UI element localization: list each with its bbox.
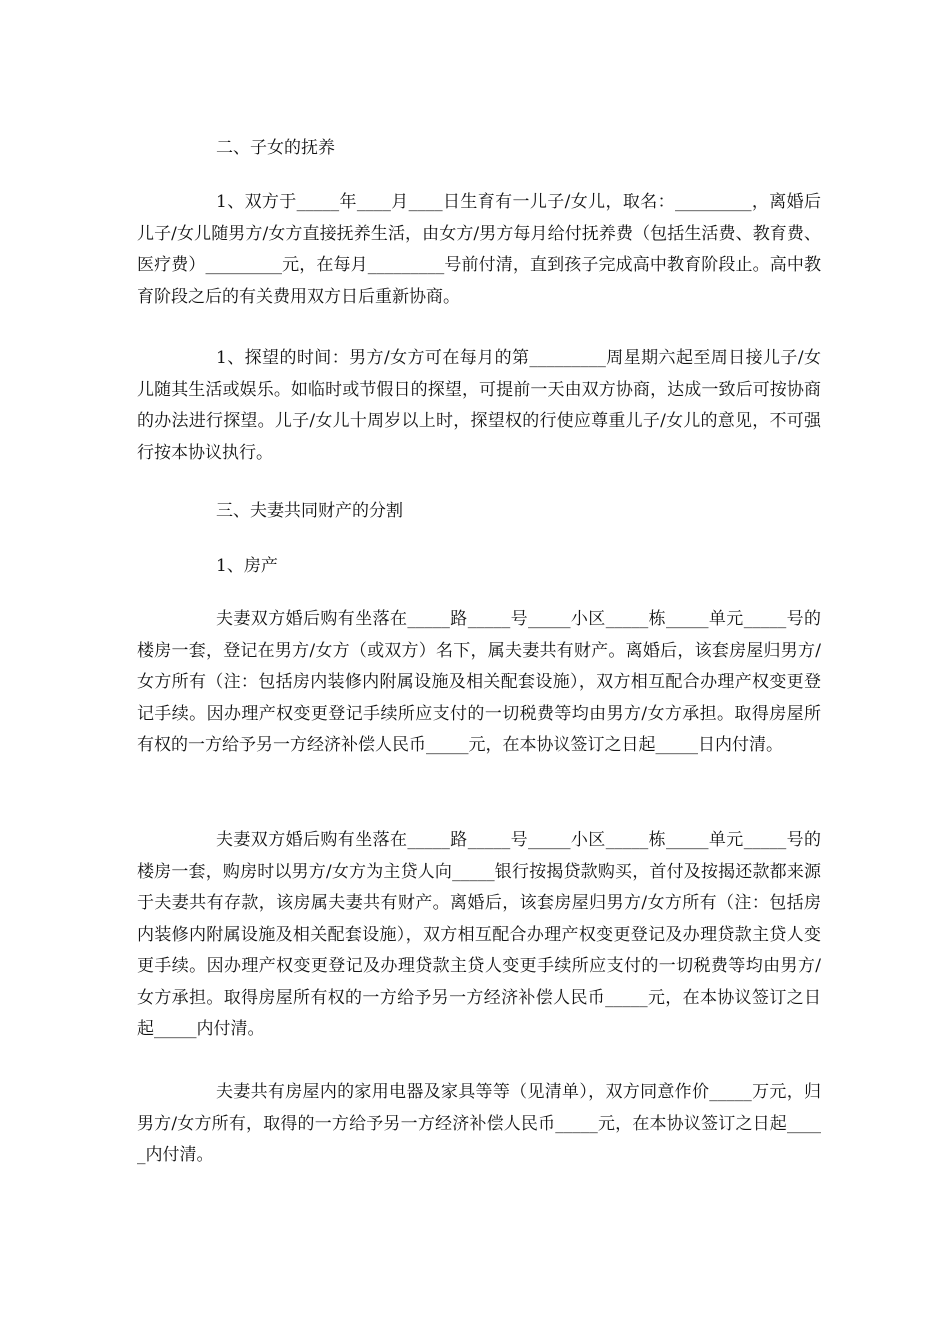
paragraph-house-two: 夫妻双方婚后购有坐落在_____路_____号_____小区_____栋_____单元_____号的楼房一套，购房时以男方/女方为主贷人向_____银行按揭贷款购买，首付及按揭还款都来源于夫妻共有存款，该房属夫妻共有财产。离婚后，该套房屋归男方/女方所有（注：包括房内装修内附属设施及相关配套设施），双方相互配合办理产权变更登记及办理贷款主贷人变更手续。因办理产权变更登记及办理贷款主贷人变更手续所应支付的一切税费等均由男方/女方承担。取得房屋所有权的一方给予另一方经济补偿人民币_____元，在本协议签订之日起_____内付清。 xyxy=(137,830,821,1039)
paragraph-appliances-furniture: 夫妻共有房屋内的家用电器及家具等等（见清单），双方同意作价_____万元，归男方/女方所有，取得的一方给予另一方经济补偿人民币_____元，在本协议签订之日起_____内付清。 xyxy=(137,1082,821,1165)
paragraph-visitation: 1、探望的时间：男方/女方可在每月的第_________周星期六起至周日接儿子/女儿随其生活或娱乐。如临时或节假日的探望，可提前一天由双方协商，达成一致后可按协商的办法进行探望。儿子/女儿十周岁以上时，探望权的行使应尊重儿子/女儿的意见，不可强行按本协议执行。 xyxy=(137,348,821,463)
paragraph-house-one: 夫妻双方婚后购有坐落在_____路_____号_____小区_____栋_____单元_____号的楼房一套，登记在男方/女方（或双方）名下，属夫妻共有财产。离婚后，该套房屋归男方/女方所有（注：包括房内装修内附属设施及相关配套设施），双方相互配合办理产权变更登记手续。因办理产权变更登记手续所应支付的一切税费等均由男方/女方承担。取得房屋所有权的一方给予另一方经济补偿人民币_____元，在本协议签订之日起_____日内付清。 xyxy=(137,609,821,755)
section-heading-child-custody: 二、子女的抚养 xyxy=(216,138,335,158)
section-heading-property-division: 三、夫妻共同财产的分割 xyxy=(216,501,403,521)
paragraph-child-support: 1、双方于_____年____月____日生育有一儿子/女儿，取名：_________，离婚后儿子/女儿随男方/女方直接抚养生活，由女方/男方每月给付抚养费（包括生活费、教育费、医疗费）_________元，在每月_________号前付清，直到孩子完成高中教育阶段止。高中教育阶段之后的有关费用双方日后重新协商。 xyxy=(137,192,821,307)
subsection-heading-real-estate: 1、房产 xyxy=(216,556,278,576)
